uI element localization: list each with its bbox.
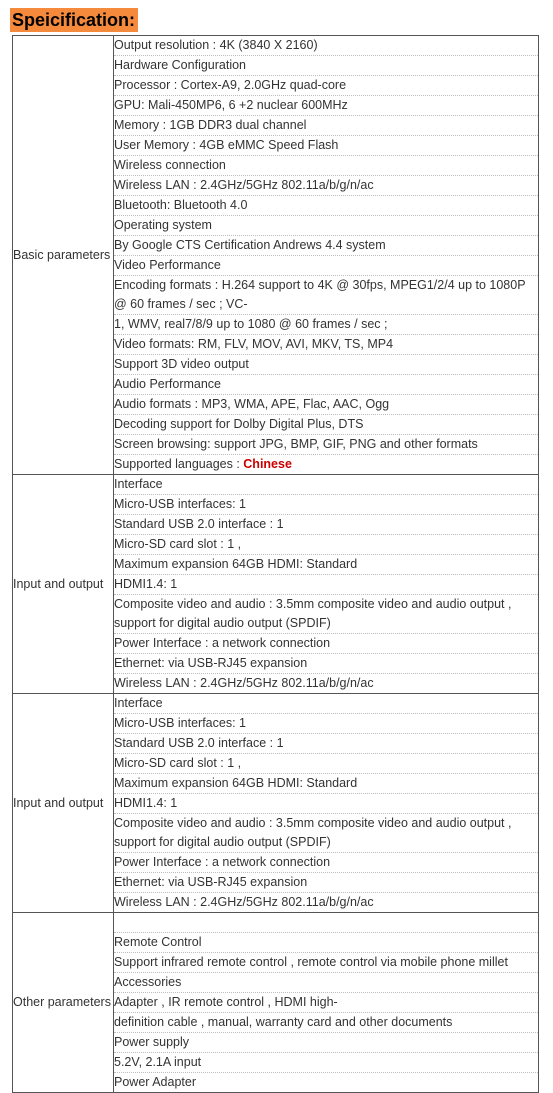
spec-line [114, 1033, 538, 1053]
section-label: Basic parameters [13, 36, 114, 475]
spec-line [114, 555, 538, 575]
spec-line [114, 216, 538, 236]
spec-line [114, 116, 538, 136]
spec-line [114, 893, 538, 912]
spec-line [114, 595, 538, 634]
spec-line-text: Composite video and audio : 3.5mm composite video and audio output , support for digital audio output (SPDIF) [114, 816, 512, 849]
spec-line [114, 96, 538, 116]
spec-line [114, 913, 538, 933]
spec-line-text: Audio Performance [114, 377, 222, 391]
spec-line [114, 774, 538, 794]
spec-line-text: Support 3D video output [114, 357, 249, 371]
spec-line [114, 794, 538, 814]
spec-line-text: Micro-SD card slot : 1 , [114, 537, 242, 551]
page-title: Speicification: [10, 8, 138, 32]
spec-line [114, 375, 538, 395]
spec-line-text: Standard USB 2.0 interface : 1 [114, 736, 284, 750]
spec-line [114, 156, 538, 176]
spec-line-text: Wireless LAN : 2.4GHz/5GHz 802.11a/b/g/n/ac [114, 676, 374, 690]
spec-line-text: Video Performance [114, 258, 221, 272]
spec-line [114, 993, 538, 1013]
section-label: Other parameters [13, 913, 114, 1093]
spec-line [114, 495, 538, 515]
spec-line-text: HDMI1.4: 1 [114, 796, 178, 810]
spec-line [114, 355, 538, 375]
spec-line [114, 276, 538, 315]
spec-line-text: Processor : Cortex-A9, 2.0GHz quad-core [114, 78, 347, 92]
section-content [114, 913, 539, 1093]
spec-line-text: By Google CTS Certification Andrews 4.4 system [114, 238, 386, 252]
spec-line-text: Decoding support for Dolby Digital Plus, DTS [114, 417, 364, 431]
spec-line [114, 56, 538, 76]
title-container [10, 8, 138, 32]
spec-line [114, 76, 538, 96]
spec-line [114, 535, 538, 555]
spec-line-text: Power supply [114, 1035, 190, 1049]
spec-line [114, 953, 538, 973]
spec-line-text: 1, WMV, real7/8/9 up to 1080 @ 60 frames / sec ; [114, 317, 388, 331]
spec-line [114, 694, 538, 714]
spec-line-text: Adapter , IR remote control , HDMI high- [114, 995, 338, 1009]
spec-line [114, 933, 538, 953]
spec-line-text: Video formats: RM, FLV, MOV, AVI, MKV, TS, MP4 [114, 337, 394, 351]
spec-table [12, 35, 539, 1093]
spec-line [114, 654, 538, 674]
section-content [114, 36, 539, 475]
spec-line [114, 196, 538, 216]
spec-line [114, 136, 538, 156]
spec-line [114, 814, 538, 853]
spec-line [114, 395, 538, 415]
spec-line [114, 335, 538, 355]
spec-line-text: Encoding formats : H.264 support to 4K @ 30fps, MPEG1/2/4 up to 1080P @ 60 frames / sec ; VC- [114, 278, 526, 311]
spec-line-text: Micro-USB interfaces: 1 [114, 716, 246, 730]
section-label: Input and output [13, 694, 114, 913]
spec-line [114, 634, 538, 654]
spec-table-body [13, 36, 539, 1093]
spec-row [13, 694, 539, 913]
spec-line [114, 734, 538, 754]
spec-line [114, 873, 538, 893]
spec-line [114, 714, 538, 734]
spec-line-text: User Memory : 4GB eMMC Speed Flash [114, 138, 339, 152]
spec-line-text: Wireless connection [114, 158, 226, 172]
spec-row [13, 913, 539, 1093]
spec-line [114, 575, 538, 595]
spec-line-text: Operating system [114, 218, 212, 232]
spec-line [114, 236, 538, 256]
spec-line-text: Bluetooth: Bluetooth 4.0 [114, 198, 248, 212]
spec-line-text: GPU: Mali-450MP6, 6 +2 nuclear 600MHz [114, 98, 348, 112]
spec-line-text: Audio formats : MP3, WMA, APE, Flac, AAC, Ogg [114, 397, 390, 411]
spec-line-text: Supported languages : [114, 457, 244, 471]
section-content [114, 475, 539, 694]
spec-line-text: Memory : 1GB DDR3 dual channel [114, 118, 307, 132]
spec-line-text: Ethernet: via USB-RJ45 expansion [114, 656, 308, 670]
spec-row [13, 36, 539, 475]
spec-line [114, 455, 538, 474]
spec-line-text: Maximum expansion 64GB HDMI: Standard [114, 557, 358, 571]
spec-line-text: Screen browsing: support JPG, BMP, GIF, PNG and other formats [114, 437, 478, 451]
spec-line-text: Output resolution : 4K (3840 X 2160) [114, 38, 318, 52]
spec-line [114, 754, 538, 774]
spec-line [114, 1053, 538, 1073]
spec-line-text: Standard USB 2.0 interface : 1 [114, 517, 284, 531]
spec-row [13, 475, 539, 694]
spec-line-text: Ethernet: via USB-RJ45 expansion [114, 875, 308, 889]
spec-line-text: 5.2V, 2.1A input [114, 1055, 202, 1069]
spec-line-text: Micro-USB interfaces: 1 [114, 497, 246, 511]
spec-line [114, 415, 538, 435]
spec-line-text: Interface [114, 696, 163, 710]
spec-line [114, 435, 538, 455]
spec-line-text: definition cable , manual, warranty card and other documents [114, 1015, 453, 1029]
section-content [114, 694, 539, 913]
spec-line-text: Hardware Configuration [114, 58, 247, 72]
spec-line-text: Maximum expansion 64GB HDMI: Standard [114, 776, 358, 790]
spec-line [114, 1013, 538, 1033]
spec-line [114, 36, 538, 56]
spec-line-text: Power Interface : a network connection [114, 855, 331, 869]
spec-line [114, 674, 538, 693]
spec-line-text: Power Interface : a network connection [114, 636, 331, 650]
spec-line [114, 475, 538, 495]
spec-line [114, 315, 538, 335]
spec-line-text: Remote Control [114, 935, 202, 949]
spec-line [114, 853, 538, 873]
highlight-language: Chinese [243, 457, 292, 471]
spec-line-text: Wireless LAN : 2.4GHz/5GHz 802.11a/b/g/n/ac [114, 178, 374, 192]
spec-line-text: Support infrared remote control , remote control via mobile phone millet [114, 955, 508, 969]
spec-line-text: Power Adapter [114, 1075, 196, 1089]
spec-line [114, 176, 538, 196]
spec-line [114, 515, 538, 535]
section-label: Input and output [13, 475, 114, 694]
spec-line-text: Composite video and audio : 3.5mm composite video and audio output , support for digital audio output (SPDIF) [114, 597, 512, 630]
spec-line [114, 1073, 538, 1092]
spec-line-text: Wireless LAN : 2.4GHz/5GHz 802.11a/b/g/n/ac [114, 895, 374, 909]
spec-line [114, 973, 538, 993]
spec-line-text: Accessories [114, 975, 182, 989]
spec-line-text: Interface [114, 477, 163, 491]
spec-line-text: HDMI1.4: 1 [114, 577, 178, 591]
spec-line [114, 256, 538, 276]
spec-line-text: Micro-SD card slot : 1 , [114, 756, 242, 770]
